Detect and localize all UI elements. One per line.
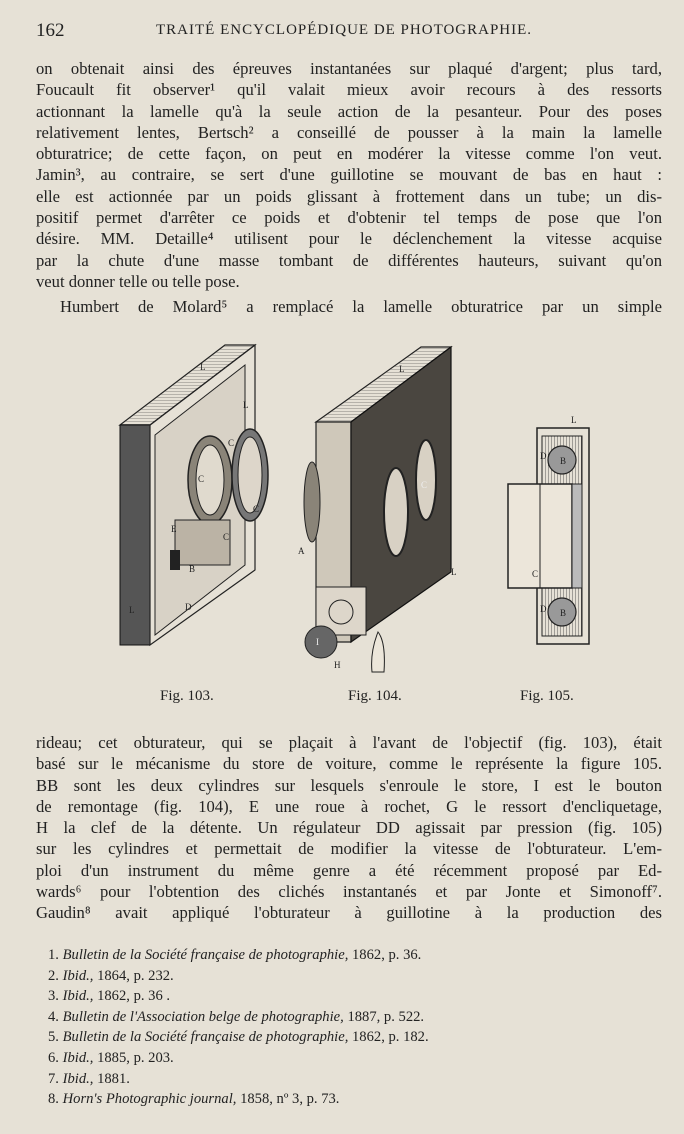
text-line: sur les cylindres et permettait de modifier la vitesse de l'obturateur. L'em- <box>36 839 662 859</box>
fig104-label: H <box>334 660 341 670</box>
footnote: 4. Bulletin de l'Association belge de photographie, 1887, p. 522. <box>48 1008 425 1025</box>
text-line: par la chute d'une masse tombant de différentes hauteurs, suivant qu'on <box>36 250 662 270</box>
fig105-label: C <box>532 569 539 579</box>
fig103-label: D <box>185 602 192 612</box>
paragraph-3 <box>36 732 662 924</box>
fig103-label: L <box>243 400 249 410</box>
page-number: 162 <box>36 20 65 41</box>
paragraph-1 <box>36 58 662 292</box>
text-line: basé sur le mécanisme du store de voiture, comme le représente la figure 105. <box>36 754 662 774</box>
fig103-label: C <box>228 438 235 448</box>
fig103-label: C <box>198 474 205 484</box>
fig105-caption: Fig. 105. <box>520 688 574 704</box>
fig104-label: L <box>399 364 405 374</box>
fig103-caption: Fig. 103. <box>160 688 214 704</box>
text-line: positif permet d'arrêter ce poids et d'obtenir tel temps de pose que l'on <box>36 208 662 228</box>
page-header <box>36 20 644 44</box>
fig104-label: C <box>421 480 428 490</box>
text-line: obturatrice; de cette façon, on peut en modérer la vitesse comme l'on veut. <box>36 144 662 164</box>
footnote: 2. Ibid., 1864, p. 232. <box>48 967 174 984</box>
text-line: Humbert de Molard⁵ a remplacé la lamelle obturatrice par un simple <box>60 297 662 316</box>
fig103-label: B <box>189 564 196 574</box>
fig105-label: B <box>560 608 567 618</box>
text-line: wards⁶ pour l'obtention des clichés instantanés et par Jonte et Simonoff⁷. <box>36 882 662 902</box>
figure-103 <box>115 340 280 650</box>
figure-105 <box>500 412 600 652</box>
running-title: TRAITÉ ENCYCLOPÉDIQUE DE PHOTOGRAPHIE. <box>156 22 533 38</box>
fig103-label: E <box>171 524 177 534</box>
text-line: Foucault fit observer¹ qu'il valait mieux avoir recours à des ressorts <box>36 80 662 100</box>
text-line: H la clef de la détente. Un régulateur DD agissait par pression (fig. 105) <box>36 818 662 838</box>
fig104-label: L <box>451 567 456 577</box>
text-line: désire. MM. Detaille⁴ utilisent pour le déclenchement la vitesse acquise <box>36 229 662 249</box>
footnote: 3. Ibid., 1862, p. 36 . <box>48 988 171 1005</box>
fig105-label: L <box>571 415 577 425</box>
text-line: BB sont les deux cylindres sur lesquels s'enroule le store, I est le bouton <box>36 775 662 795</box>
text-line: rideau; cet obturateur, qui se plaçait à l'avant de l'objectif (fig. 103), était <box>36 733 662 752</box>
figure-104 <box>296 342 456 682</box>
text-line: elle est actionnée par un poids glissant à frottement dans un tube; un dis- <box>36 186 662 206</box>
footnote: 1. Bulletin de la Société française de photographie, 1862, p. 36. <box>48 947 422 963</box>
footnotes <box>48 945 648 1110</box>
fig105-label: D <box>540 604 547 614</box>
footnote: 7. Ibid., 1881. <box>48 1070 130 1087</box>
text-line: ploi d'un instrument du même genre a été récemment proposé par Ed- <box>36 860 662 880</box>
paragraph-2 <box>60 296 662 317</box>
fig103-label: C <box>253 504 260 514</box>
text-line: de remontage (fig. 104), E une roue à rochet, G le ressort d'encliquetage, <box>36 796 662 816</box>
fig103-label: L <box>200 362 206 372</box>
fig104-caption: Fig. 104. <box>348 688 402 704</box>
fig104-label: I <box>316 637 319 647</box>
fig105-label: D <box>540 451 547 461</box>
footnote: 6. Ibid., 1885, p. 203. <box>48 1049 174 1066</box>
text-line: actionnant la lamelle qu'à la seule action de la pesanteur. Pour des poses <box>36 101 662 121</box>
fig104-label: A <box>298 546 305 556</box>
fig103-label: L <box>129 605 135 615</box>
text-line: relativement lentes, Bertsch² a conseillé de pousser à la main la lamelle <box>36 122 662 142</box>
fig105-label: B <box>560 456 567 466</box>
footnote: 5. Bulletin de la Société française de photographie, 1862, p. 182. <box>48 1029 429 1046</box>
text-line: Jamin³, au contraire, se sert d'une guillotine se mouvant de bas en haut : <box>36 165 662 185</box>
fig103-label: C <box>223 532 230 542</box>
footnote: 8. Horn's Photographic journal, 1858, nº 3, p. 73. <box>48 1091 340 1108</box>
text-line: Gaudin⁸ avait appliqué l'obturateur à guillotine à la production des <box>36 903 662 923</box>
text-line: on obtenait ainsi des épreuves instantanées sur plaqué d'argent; plus tard, <box>36 59 662 78</box>
text-line: veut donner telle ou telle pose. <box>36 271 240 291</box>
